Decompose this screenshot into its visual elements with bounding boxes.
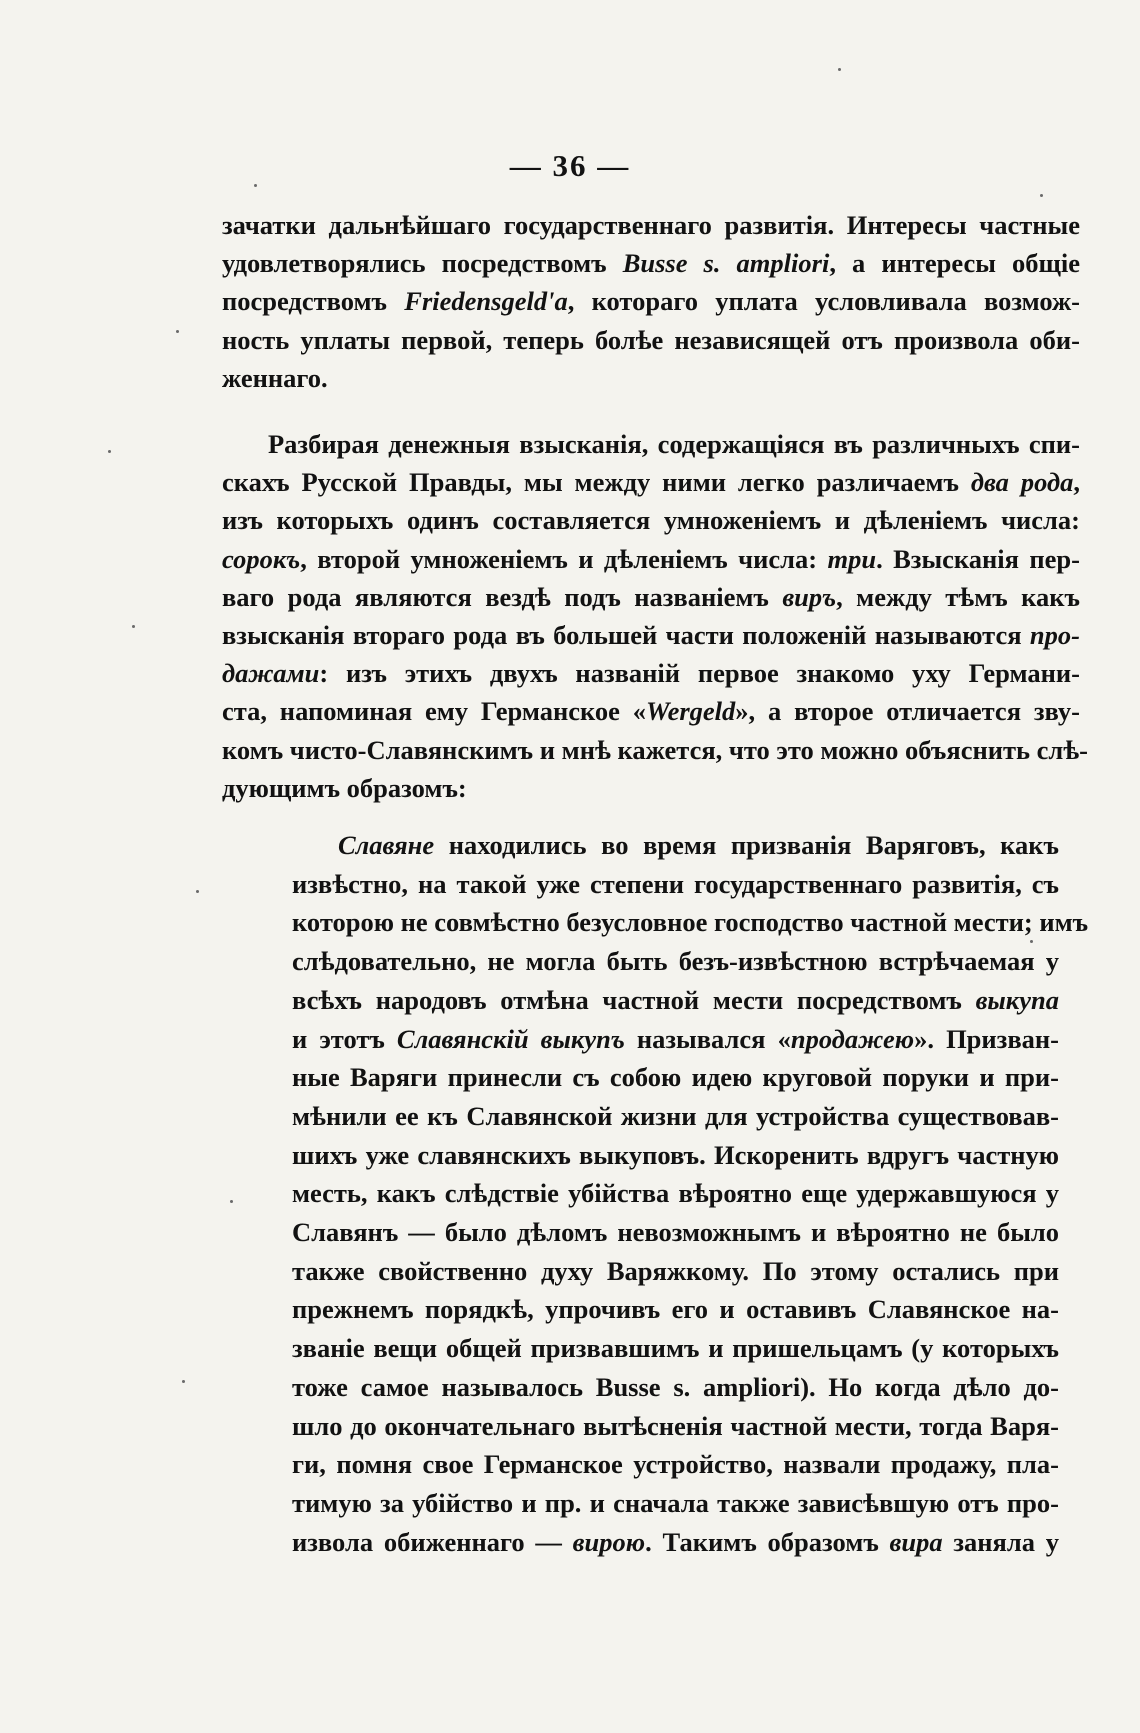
italic-term: три <box>827 543 877 574</box>
text-line: также свойственно духу Варяжкому. По этому остались при <box>292 1255 1059 1286</box>
text-line: дующимъ образомъ: <box>222 772 467 803</box>
text-line: взысканія втораго рода въ большей части положеній называются про- <box>222 620 1080 651</box>
italic-term: Славянскій выкупъ <box>396 1023 625 1054</box>
scan-speck <box>1030 940 1033 943</box>
text-line: званіе вещи общей призвавшимъ и пришельцамъ (у которыхъ <box>292 1333 1059 1364</box>
scan-speck <box>176 330 179 333</box>
paragraph-2 <box>222 425 1088 807</box>
paragraph-1 <box>222 206 1080 397</box>
italic-term: виръ <box>782 581 837 612</box>
scan-speck <box>182 1380 185 1383</box>
text-line: ваго рода являются вездѣ подъ названіемъ виръ, между тѣмъ какъ <box>222 581 1080 612</box>
italic-term: про- <box>1029 620 1080 651</box>
scan-speck <box>108 450 111 453</box>
scan-speck <box>838 68 841 71</box>
text-line: шихъ уже славянскихъ выкуповъ. Искоренить вдругъ частную <box>292 1139 1059 1170</box>
italic-term: вирою <box>572 1526 646 1557</box>
text-line: шло до окончательнаго вытѣсненія частной мести, тогда Варя- <box>292 1410 1059 1441</box>
italic-term: продажею <box>790 1023 915 1054</box>
italic-term: Wergeld <box>646 696 736 727</box>
text-line: дажами: изъ этихъ двухъ названій первое знакомо уху Германи- <box>222 658 1080 689</box>
text-line: Разбирая денежныя взысканія, содержащіяся въ различныхъ спи- <box>268 429 1080 459</box>
text-line: изъ которыхъ одинъ составляется умноженіемъ и дѣленіемъ числа: <box>222 505 1080 536</box>
scan-speck <box>230 1200 233 1203</box>
text-line: извѣстно, на такой уже степени государственнаго развитія, съ <box>292 868 1059 899</box>
italic-term: вира <box>889 1526 943 1557</box>
text-line: Славяне находились во время призванія Варяговъ, какъ <box>338 830 1059 860</box>
italic-term: Friedensgeld'a <box>404 286 568 317</box>
scan-speck <box>254 184 257 187</box>
text-line: извола обиженнаго — вирою. Такимъ образомъ вира заняла у <box>292 1526 1060 1557</box>
text-line: ность уплаты первой, теперь болѣе независящей отъ произвола оби- <box>222 324 1080 355</box>
text-line: зачатки дальнѣйшаго государственнаго развитія. Интересы частные <box>222 210 1080 240</box>
text-line: месть, какъ слѣдствіе убійства вѣроятно еще удержавшуюся у <box>292 1178 1059 1209</box>
text-line: комъ чисто-Славянскимъ и мнѣ кажется, что это можно объяснить слѣ- <box>222 734 1088 765</box>
paragraph-3 <box>292 826 1089 1561</box>
italic-term: выкупа <box>975 984 1059 1015</box>
italic-term: Busse s. ampliori <box>622 248 830 279</box>
text-line: ные Варяги принесли съ собою идею круговой поруки и при- <box>292 1062 1059 1093</box>
scan-speck <box>132 625 135 628</box>
text-line: тоже самое называлось Busse s. ampliori). Но когда дѣло до- <box>292 1371 1059 1402</box>
text-line: ста, напоминая ему Германское «Wergeld», а второе отличается зву- <box>222 696 1080 727</box>
text-line: слѣдовательно, не могла быть безъ-извѣстною встрѣчаемая у <box>292 946 1059 977</box>
italic-term: два рода <box>970 467 1074 498</box>
text-line: и этотъ Славянскій выкупъ назывался «продажею». Призван- <box>292 1023 1059 1054</box>
text-line: тимую за убійство и пр. и сначала также зависѣвшую отъ про- <box>292 1487 1059 1518</box>
text-line: посредствомъ Friedensgeld'a, котораго уплата условливала возмож- <box>222 286 1080 317</box>
scan-speck <box>196 890 199 893</box>
text-line: Славянъ — было дѣломъ невозможнымъ и вѣроятно не было <box>292 1217 1059 1248</box>
text-line: мѣнили ее къ Славянской жизни для устройства существовав- <box>292 1100 1059 1131</box>
text-line: женнаго. <box>222 362 328 393</box>
italic-term: дажами <box>222 658 320 689</box>
text-line: всѣхъ народовъ отмѣна частной мести посредствомъ выкупа <box>292 984 1059 1015</box>
italic-term: Славяне <box>338 830 435 860</box>
text-line: ги, помня свое Германское устройство, назвали продажу, пла- <box>292 1449 1059 1480</box>
italic-term: сорокъ <box>222 543 301 574</box>
text-line: скахъ Русской Правды, мы между ними легко различаемъ два рода, <box>222 467 1080 498</box>
text-line: прежнемъ порядкѣ, упрочивъ его и оставивъ Славянское на- <box>292 1294 1059 1325</box>
text-line: сорокъ, второй умноженіемъ и дѣленіемъ числа: три. Взысканія пер- <box>222 543 1080 574</box>
scan-speck <box>1040 194 1043 197</box>
text-line: удовлетворялись посредствомъ Busse s. ampliori, а интересы общіе <box>222 248 1080 279</box>
text-line: которою не совмѣстно безусловное господство частной мести; имъ <box>292 907 1089 938</box>
page-number: — 36 — <box>509 148 631 183</box>
